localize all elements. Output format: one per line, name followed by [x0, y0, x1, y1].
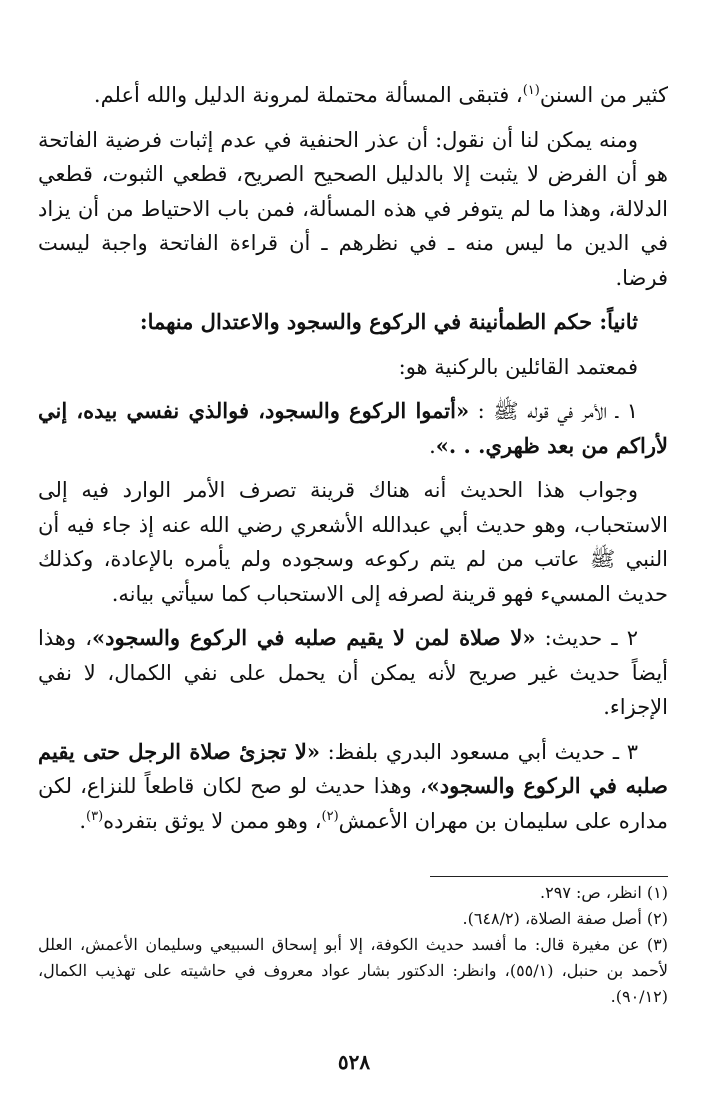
- paragraph-1: كثير من السنن$^{(١)}$، فتبقى المسألة محتملة لمرونة الدليل والله أعلم.: [93, 83, 668, 107]
- hadith-quote-2: «لا صلاة لمن لا يقيم صلبه في الركوع والسجود»: [92, 625, 536, 650]
- footnote-ref-1: (١): [522, 83, 540, 98]
- footnote-1: (١) انظر، ص: ٢٩٧.: [540, 883, 668, 902]
- footnote-ref-3: (٣): [86, 808, 104, 824]
- paragraph-5: وجواب هذا الحديث أنه هناك قرينة تصرف الأمر الوارد فيه إلى الاستحباب، وهو حديث أبي عبدالله الأشعري رضي الله عنه إذ جاء فيه أن النبي ﷺ عاتب من لم يتم ركوعه وسجوده ولم يأمره بالإعادة، وكذلك حديث المسيء فهو قرينة لصرفه إلى الاستحباب كما سيأتي بيانه.: [38, 478, 668, 606]
- section-heading: ثانياً: حكم الطمأنينة في الركوع والسجود والاعتدال منهما:: [139, 309, 638, 334]
- paragraph-7: ٣ ـ حديث أبي مسعود البدري بلفظ: «لا تجزئ صلاة الرجل حتى يقيم صلبه في الركوع والسجود»، وهذا حديث لو صح لكان قاطعاً للنزاع، لكن مداره على سليمان بن مهران الأعمش$^{(٢)}$، وهو ممن لا يوثق بتفرده$^{(٣)}$.: [38, 738, 668, 833]
- paragraph-3: فمعتمد القائلين بالركنية هو:: [398, 354, 638, 379]
- footnote-2: (٢) أصل صفة الصلاة، (٦٤٨/٢).: [462, 909, 668, 928]
- footnote-3: (٣) عن مغيرة قال: ما أفسد حديث الكوفة، إلا أبو إسحاق السبيعي وسليمان الأعمش، العلل لأحمد بن حنبل، (٥٥/١)، وانظر: الدكتور بشار عواد معروف في حاشيته على تهذيب الكمال، (٩٠/١٢).: [38, 935, 669, 1006]
- page-number: ٥٢٨: [337, 1050, 371, 1074]
- hadith-quote-3: «لا تجزئ صلاة الرجل حتى يقيم صلبه في الركوع والسجود»: [38, 738, 668, 798]
- footnote-divider: [430, 876, 668, 877]
- main-text: [38, 78, 668, 848]
- paragraph-6: ٢ ـ حديث: «لا صلاة لمن لا يقيم صلبه في الركوع والسجود»، وهذا أيضاً حديث غير صريح لأنه يمكن أن يحمل على نفي الكمال، لا نفي الإجزاء.: [38, 625, 668, 719]
- footnotes: [38, 880, 668, 1010]
- footnote-ref-2: (٢): [321, 808, 339, 824]
- hadith-quote-1: «أتموا الركوع والسجود، فوالذي نفسي بيده، إني لأراكم من بعد ظهري. . .»: [38, 398, 668, 458]
- paragraph-2: ومنه يمكن لنا أن نقول: أن عذر الحنفية في عدم إثبات فرضية الفاتحة هو أن الفرض لا يثبت إلا بالدليل الصحيح الصريح، قطعي الثبوت، قطعي الدلالة، وهذا ما لم يتوفر في هذه المسألة، فمن باب الاحتياط من أن يزاد في الدين ما ليس منه ـ في نظرهم ـ أن قراءة الفاتحة واجبة ليست فرضا.: [38, 127, 668, 290]
- paragraph-4: ١ ـ الأمر في قوله ﷺ : «أتموا الركوع والسجود، فوالذي نفسي بيده، إني لأراكم من بعد ظهري. . .».: [38, 398, 668, 458]
